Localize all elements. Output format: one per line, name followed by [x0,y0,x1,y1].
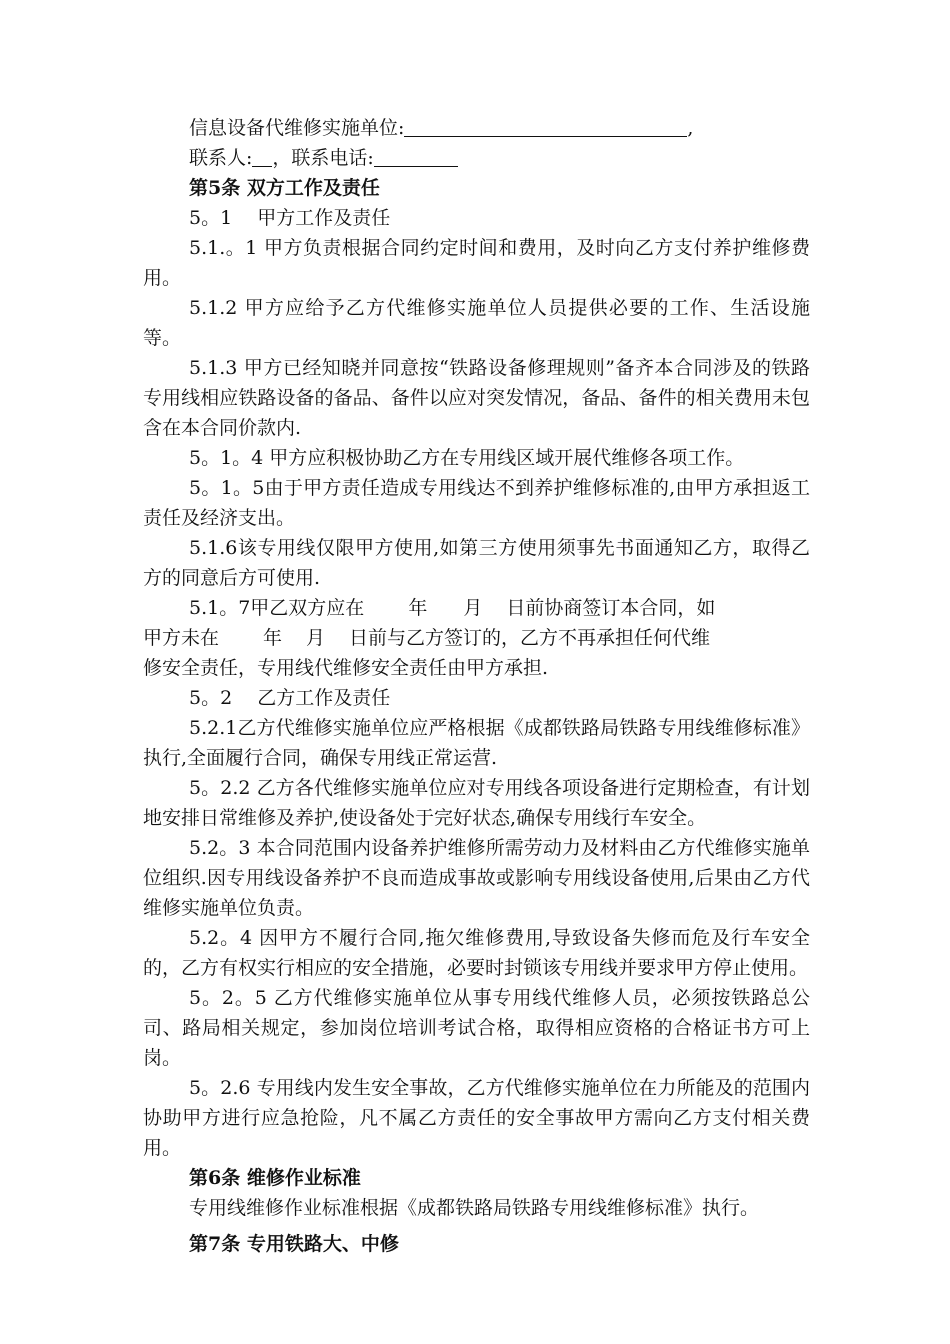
clause-5-1-7-text-b: 日前协商签订本合同，如 [506,597,716,619]
phone-blank [374,146,458,167]
month-label-2: 月 [306,627,326,649]
clause-5-1-7-text-a: 5.1。7甲乙双方应在 [189,597,365,619]
clause-5-2-3: 5.2。3 本合同范围内设备养护维修所需劳动力及材料由乙方代维修实施单位组织.因专用线设备养护不良而造成事故或影响专用线设备使用,后果由乙方代维修实施单位负责。 [143,837,810,919]
month-label: 月 [463,597,483,619]
contract-page [143,113,810,1259]
article-6-heading: 第6条 维修作业标准 [189,1167,361,1189]
clause-5-1-2: 5.1.2 甲方应给予乙方代维修实施单位人员提供必要的工作、生活设施等。 [143,297,810,349]
clause-5-2-1: 5.2.1乙方代维修实施单位应严格根据《成都铁路局铁路专用线维修标准》执行,全面履行合同，确保专用线正常运营. [143,717,810,769]
article-7-heading: 第7条 专用铁路大、中修 [189,1233,399,1255]
clause-5-1-7-line-2 [143,623,810,653]
year-label-2: 年 [263,627,283,649]
clause-5-1-7 [143,593,810,683]
contact-label: 联系人: [189,147,253,169]
unit-trailing-comma: , [687,117,694,139]
unit-line [143,113,810,143]
year-label: 年 [408,597,428,619]
section-5-1-title: 5。1 甲方工作及责任 [189,207,391,229]
clause-5-1-7-line-1 [143,593,810,623]
clause-5-1-1: 5.1.。1 甲方负责根据合同约定时间和费用，及时向乙方支付养护维修费用。 [143,237,810,289]
clause-5-1-6: 5.1.6该专用线仅限甲方使用,如第三方使用须事先书面通知乙方，取得乙方的同意后方可使用. [143,537,810,589]
contact-blank [252,146,272,167]
article-5-heading: 第5条 双方工作及责任 [189,177,380,199]
unit-blank [404,116,687,137]
clause-5-1-4: 5。1。4 甲方应积极协助乙方在专用线区域开展代维修各项工作。 [189,447,745,469]
clause-5-2-5: 5。2。5 乙方代维修实施单位从事专用线代维修人员，必须按铁路总公司、路局相关规定，参加岗位培训考试合格，取得相应资格的合格证书方可上岗。 [143,987,810,1069]
unit-label: 信息设备代维修实施单位: [189,117,405,139]
article-6-body: 专用线维修作业标准根据《成都铁路局铁路专用线维修标准》执行。 [189,1197,760,1219]
clause-5-1-5: 5。1。5由于甲方责任造成专用线达不到养护维修标准的,由甲方承担返工责任及经济支出。 [143,477,810,529]
clause-5-2-6: 5。2.6 专用线内发生安全事故，乙方代维修实施单位在力所能及的范围内协助甲方进行应急抢险，凡不属乙方责任的安全事故甲方需向乙方支付相关费用。 [143,1077,810,1159]
phone-label: ，联系电话: [272,147,374,169]
clause-5-2-2: 5。2.2 乙方各代维修实施单位应对专用线各项设备进行定期检查，有计划地安排日常维修及养护,使设备处于完好状态,确保专用线行车安全。 [143,777,810,829]
clause-5-1-7-text-d: 日前与乙方签订的，乙方不再承担任何代维 [349,627,711,649]
clause-5-1-7-text-c: 甲方未在 [143,627,220,649]
clause-5-1-7-line-3: 修安全责任，专用线代维修安全责任由甲方承担. [143,657,549,679]
section-5-2-title: 5。2 乙方工作及责任 [189,687,391,709]
clause-5-1-3: 5.1.3 甲方已经知晓并同意按“铁路设备修理规则”备齐本合同涉及的铁路专用线相应铁路设备的备品、备件以应对突发情况，备品、备件的相关费用未包含在本合同价款内. [143,357,810,439]
contact-line [143,143,810,173]
clause-5-2-4: 5.2。4 因甲方不履行合同,拖欠维修费用,导致设备失修而危及行车安全的，乙方有权实行相应的安全措施，必要时封锁该专用线并要求甲方停止使用。 [143,927,810,979]
